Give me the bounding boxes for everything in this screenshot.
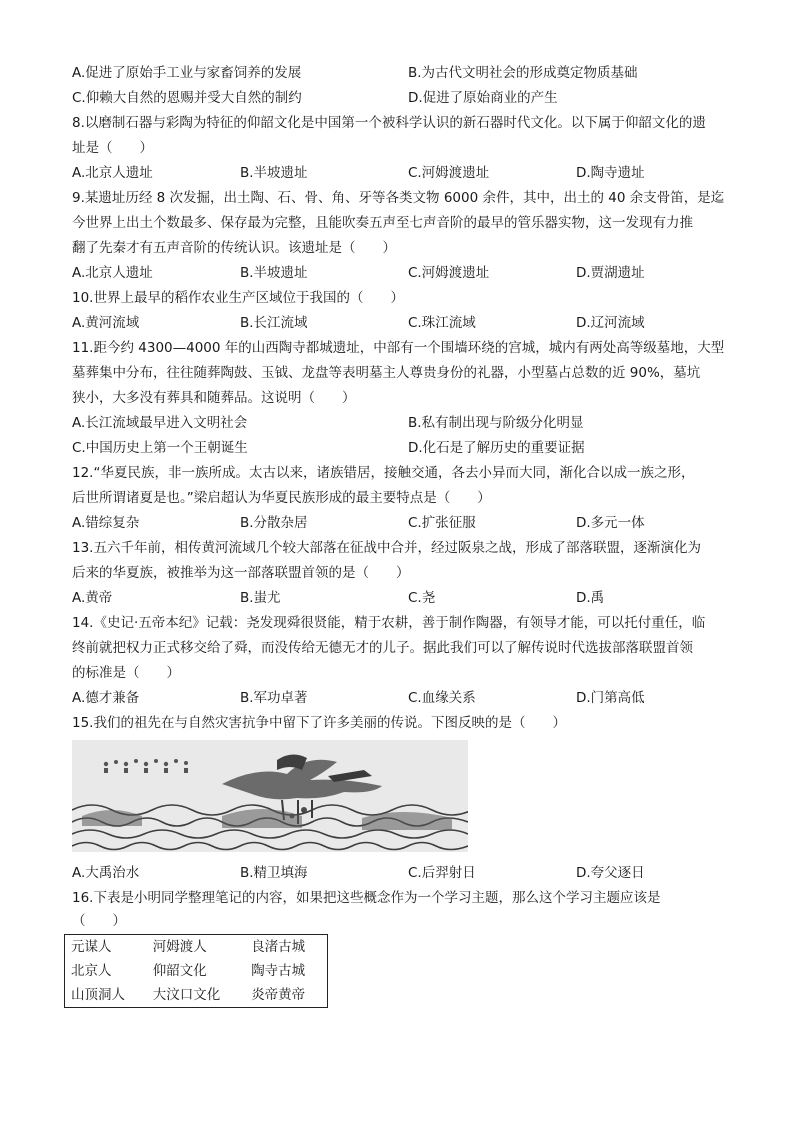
q7-option-b: B.为古代文明社会的形成奠定物质基础 [408, 65, 638, 81]
q7-option-d: D.促进了原始商业的产生 [408, 90, 558, 106]
q8-stem-line-1: 8.以磨制石器与彩陶为特征的仰韶文化是中国第一个被科学认识的新石器时代文化。以下属于仰韶文化的遗 [72, 115, 706, 131]
q15-option-b: B.精卫填海 [240, 865, 308, 881]
q14-stem-line-1: 14.《史记·五帝本纪》记载：尧发现舜很贤能，精于农耕，善于制作陶器，有领导才能，可以托付重任，临 [72, 615, 706, 631]
q15-option-a: A.大禹治水 [72, 865, 140, 881]
q9-option-c: C.河姆渡遗址 [408, 265, 490, 281]
table-cell: 北京人 [71, 963, 112, 979]
table-cell: 陶寺古城 [251, 963, 306, 979]
q12-option-b: B.分散杂居 [240, 515, 308, 531]
q14-option-b: B.军功卓著 [240, 690, 308, 706]
table-cell: 山顶洞人 [71, 987, 125, 1003]
q7-option-a: A.促进了原始手工业与家畜饲养的发展 [72, 65, 302, 81]
q14-stem-line-2: 终前就把权力正式移交给了舜，而没传给无德无才的儿子。据此我们可以了解传说时代选拔部落联盟首领 [72, 640, 693, 656]
q9-stem-line-3: 翻了先秦才有五声音阶的传统认识。该遗址是（ ） [72, 240, 396, 256]
q8-option-a: A.北京人遗址 [72, 165, 153, 181]
q13-option-b: B.蚩尤 [240, 590, 281, 606]
q9-stem-line-2: 今世界上出土个数最多、保存最为完整，且能吹奏五声至七声音阶的最早的管乐器实物，这一发现有力推 [72, 215, 693, 231]
q8-option-b: B.半坡遗址 [240, 165, 308, 181]
q13-stem-line-2: 后来的华夏族，被推举为这一部落联盟首领的是（ ） [72, 565, 410, 581]
q15-stem-line-1: 15.我们的祖先在与自然灾害抗争中留下了许多美丽的传说。下图反映的是（ ） [72, 715, 566, 731]
bird-over-sea-drawing [72, 740, 468, 852]
q9-option-d: D.贾湖遗址 [576, 265, 645, 281]
notes-table [64, 934, 328, 1008]
q13-stem-line-1: 13.五六千年前，相传黄河流域几个较大部落在征战中合并，经过阪泉之战，形成了部落联盟，逐渐演化为 [72, 540, 701, 556]
q14-stem-line-3: 的标准是（ ） [72, 665, 180, 681]
q15-option-c: C.后羿射日 [408, 865, 476, 881]
q12-option-d: D.多元一体 [576, 515, 645, 531]
q12-option-a: A.错综复杂 [72, 515, 140, 531]
q11-stem-line-3: 狭小，大多没有葬具和随葬品。这说明（ ） [72, 390, 356, 406]
table-cell: 良渚古城 [251, 939, 306, 955]
table-cell: 河姆渡人 [152, 939, 207, 955]
q8-stem-line-2: 址是（ ） [72, 140, 153, 156]
q13-option-a: A.黄帝 [72, 590, 113, 606]
q10-stem-line-1: 10.世界上最早的稻作农业生产区域位于我国的（ ） [72, 290, 404, 306]
q11-option-c: C.中国历史上第一个王朝诞生 [72, 440, 248, 456]
table-cell: 大汶口文化 [152, 987, 221, 1003]
q11-stem-line-1: 11.距今约 4300—4000 年的山西陶寺都城遗址，中部有一个围墙环绕的宫城，城内有两处高等级墓地，大型 [72, 340, 725, 356]
table-row [65, 959, 328, 983]
table-cell: 炎帝黄帝 [251, 987, 306, 1003]
q12-stem-line-2: 后世所谓诸夏是也。”梁启超认为华夏民族形成的最主要特点是（ ） [72, 490, 491, 506]
q14-option-d: D.门第高低 [576, 690, 645, 706]
q10-option-d: D.辽河流域 [576, 315, 645, 331]
q9-option-b: B.半坡遗址 [240, 265, 308, 281]
table-cell: 元谋人 [71, 939, 112, 955]
q10-option-a: A.黄河流域 [72, 315, 140, 331]
q15-option-d: D.夸父逐日 [576, 865, 645, 881]
q11-option-b: B.私有制出现与阶级分化明显 [408, 415, 584, 431]
q9-option-a: A.北京人遗址 [72, 265, 153, 281]
table-row [65, 983, 328, 1008]
q10-option-b: B.长江流域 [240, 315, 308, 331]
q13-option-d: D.禹 [576, 590, 605, 606]
q8-option-d: D.陶寺遗址 [576, 165, 645, 181]
q11-option-a: A.长江流域最早进入文明社会 [72, 415, 248, 431]
q11-stem-line-2: 墓葬集中分布，往往随葬陶鼓、玉钺、龙盘等表明墓主人尊贵身份的礼器，小型墓占总数的近 90%，墓坑 [72, 365, 701, 381]
q7-option-c: C.仰赖大自然的恩赐并受大自然的制约 [72, 90, 302, 106]
legend-illustration [72, 740, 468, 852]
q9-stem-line-1: 9.某遗址历经 8 次发掘，出土陶、石、骨、角、牙等各类文物 6000 余件，其中，出土的 40 余支骨笛，是迄 [72, 190, 725, 206]
q14-option-c: C.血缘关系 [408, 690, 476, 706]
q12-stem-line-1: 12.“华夏民族，非一族所成。太古以来，诸族错居，接触交通，各去小异而大同，渐化合以成一族之形， [72, 465, 695, 481]
q16-stem-line-2: （ ） [72, 913, 126, 929]
q14-option-a: A.德才兼备 [72, 690, 140, 706]
q13-option-c: C.尧 [408, 590, 436, 606]
q10-option-c: C.珠江流域 [408, 315, 476, 331]
table-row [65, 935, 328, 960]
q8-option-c: C.河姆渡遗址 [408, 165, 490, 181]
q16-stem-line-1: 16.下表是小明同学整理笔记的内容，如果把这些概念作为一个学习主题，那么这个学习主题应该是 [72, 890, 661, 906]
q12-option-c: C.扩张征服 [408, 515, 476, 531]
q11-option-d: D.化石是了解历史的重要证据 [408, 440, 585, 456]
table-cell: 仰韶文化 [152, 963, 207, 979]
